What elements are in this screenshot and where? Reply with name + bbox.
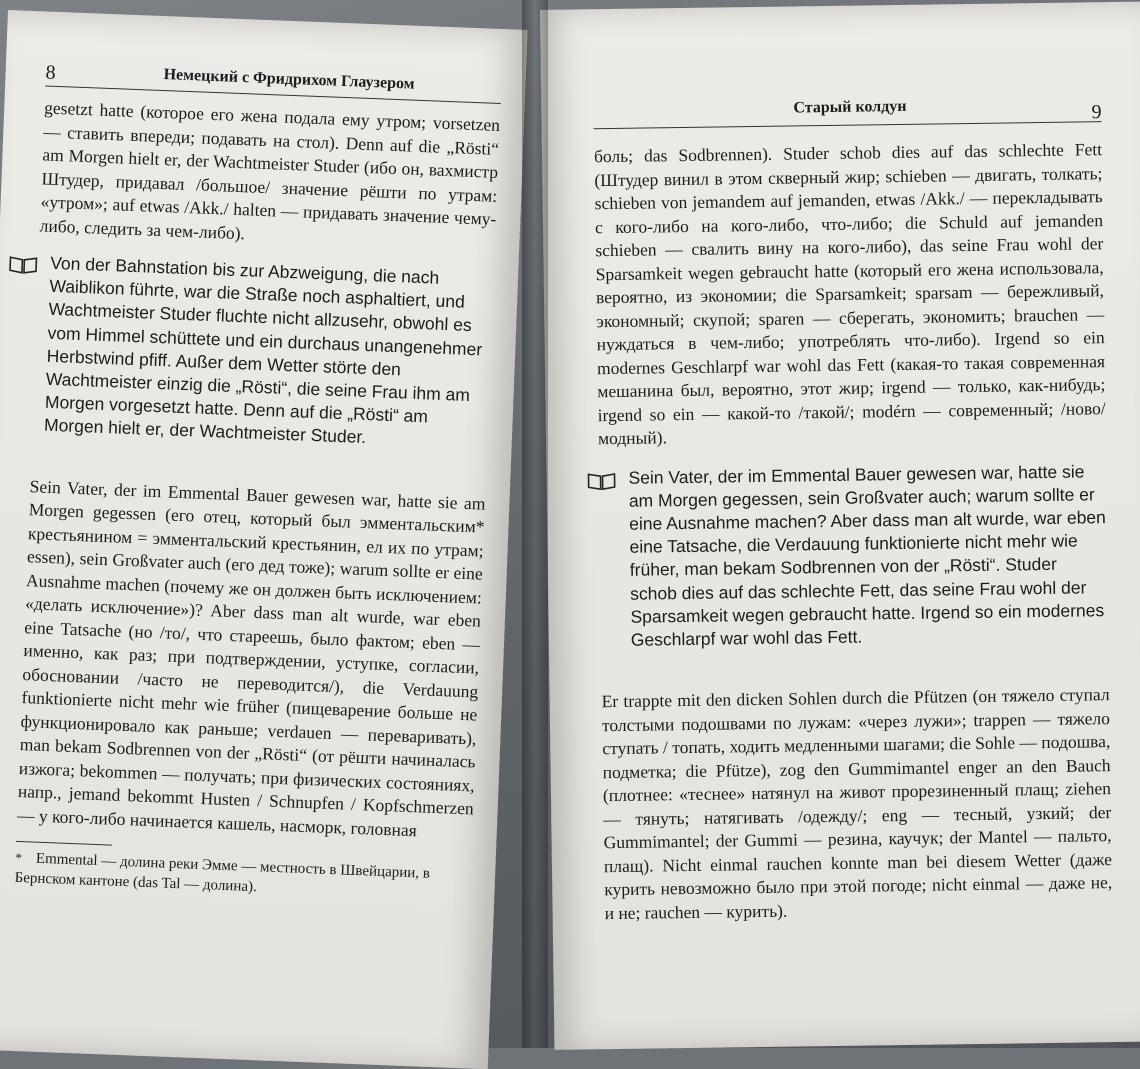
right-german-text: Sein Vater, der im Emmental Bauer gewesen war, hatte sie am Morgen gegessen, sein Großvater auch; warum sollte er eine Ausnahme machen? Aber dass man alt wurde, war eben eine Tatsache, die Verdauung funktionierte nicht mehr wie früher, man bekam Sodbrennen von der „Rösti“. Studer schob dies auf das schlechte Fett, das seine Frau wohl der Sparsamkeit wegen gebraucht hatte. Irgend so ein modernes Geschlarpf war wohl das Fett. — [628, 460, 1106, 650]
left-german-block — [2, 250, 495, 454]
right-paragraph-1: боль; das Sodbrennen). Studer schob dies auf das schlechte Fett (Штудер винил в этом скверный жир; schieben — двигать, толкать; schieben von jemandem auf jemanden, etwas /Akk./ — перекладывать с кого-либо на кого-либо, что-либо; die Schuld auf jemanden schieben — свалить вину на кого-либо), das seine Frau wohl der Sparsamkeit wegen gebraucht hatte (который его жена использовала, вероятно, из экономии; die Sparsamkeit; sparsam — бережливый, экономный; скупой; sparen — сберегать, экономить; brauchen — нуждаться в чем-либо; употреблять что-либо). Irgend so ein modernes Geschlarpf war wohl das Fett (какая-то такая современная мешанина был, вероятно, этот жир; irgend — только, как-нибудь; irgend so ein — какой-то /такой/; modérn — современный; /ново/модный). — [593, 139, 1106, 449]
footnote-rule — [16, 841, 112, 846]
open-book-icon — [586, 470, 616, 490]
right-running-header — [593, 87, 1101, 129]
left-paragraph-1: gesetzt hatte (которое его жена подала ему утром; vorsetzen — ставить впереди; подавать на стол). Denn auf die „Rösti“ am Morgen hielt er, der Wachtmeister Studer (ибо он, вахмистр Штудер, придавал /большое/ значение рёшти по утрам: «утром»; auf etwas /Akk./ halten — придавать значение чему-либо, следить за чем-либо). — [39, 97, 501, 243]
right-page — [540, 2, 1140, 1050]
right-german-block — [586, 460, 1109, 653]
left-paragraph-2: Sein Vater, der im Emmental Bauer gewesen war, hatte sie am Morgen gegessen (его отец, который был эмментальским* крестьянином = эмментальский крестьянин, ел их по утрам; essen), sein Großvater auch (его дед тоже); warum sollte er eine Ausnahme machen (почему же он должен быть исключением: «делать исключение»)? Aber dass man alt wurde, war eben eine Tatsache (но /то/, что стареешь, было фактом; eben — именно, как раз; при подтверждении, уступке, согласии, обосновании /часто не переводится/), die Verdauung funktionierte nicht mehr wie früher (пищеварение больше не функционировало как раньше; verdauen — переваривать), man bekam Sodbrennen von der „Rösti“ (от рёшти начиналась изжога; bekommen — получать; при физических состояниях, напр., jemand bekommt Husten / Schnupfen / Kopfschmerzen — у кого-либо начинается кашель, насморк, головная — [16, 475, 486, 840]
footnote-mark: * — [15, 850, 23, 866]
left-page — [0, 10, 528, 1069]
left-page-body — [14, 96, 500, 905]
left-page-number: 8 — [45, 61, 57, 84]
left-german-text: Von der Bahnstation bis zur Abzweigung, die nach Waiblikon führte, war die Straße noch asphaltiert, und Wachtmeister Studer fluchte nicht allzusehr, obwohl es vom Himmel schüttete und ein durchaus unangenehmer Herbstwind pfiff. Außer dem Wetter störte den Wachtmeister einzig die „Rösti“, die seine Frau ihm am Morgen vorgesetzt hatte. Denn auf die „Rösti“ am Morgen hielt er, der Wachtmeister Studer. — [43, 252, 483, 448]
right-page-body — [594, 138, 1113, 925]
left-running-header — [45, 52, 502, 104]
right-running-title: Старый колдун — [793, 97, 907, 117]
right-paragraph-2: Er trappte mit den dicken Sohlen durch die Pfützen (он тяжело ступал толстыми подошвами по лужам: «через лужи»; trappen — тяжело ступать / топать, ходить медленными шагами; die Sohle — подошва, подметка; die Pfütze), zog den Gummimantel enger an den Bauch (плотнее: «теснее» натянул на живот прорезиненный плащ; ziehen — тянуть; натягивать /одежду/; eng — тесный, узкий; der Gummimantel; der Gummi — резина, каучук; der Mantel — пальто, плащ). Nicht einmal rauchen konnte man bei diesem Wetter (даже курить невозможно было при этой погоде; nicht einmal — даже не, и не; rauchen — курить). — [601, 684, 1113, 923]
right-page-number: 9 — [1091, 101, 1102, 124]
open-book-icon — [8, 254, 39, 275]
left-running-title: Немецкий с Фридрихом Глаузером — [163, 66, 415, 93]
footnote — [14, 848, 471, 905]
book-spine — [522, 0, 548, 1048]
footnote-text: Emmental — долина реки Эмме — местность в Швейцарии, в Бернском кантоне (das Tal — долина). — [14, 850, 431, 896]
